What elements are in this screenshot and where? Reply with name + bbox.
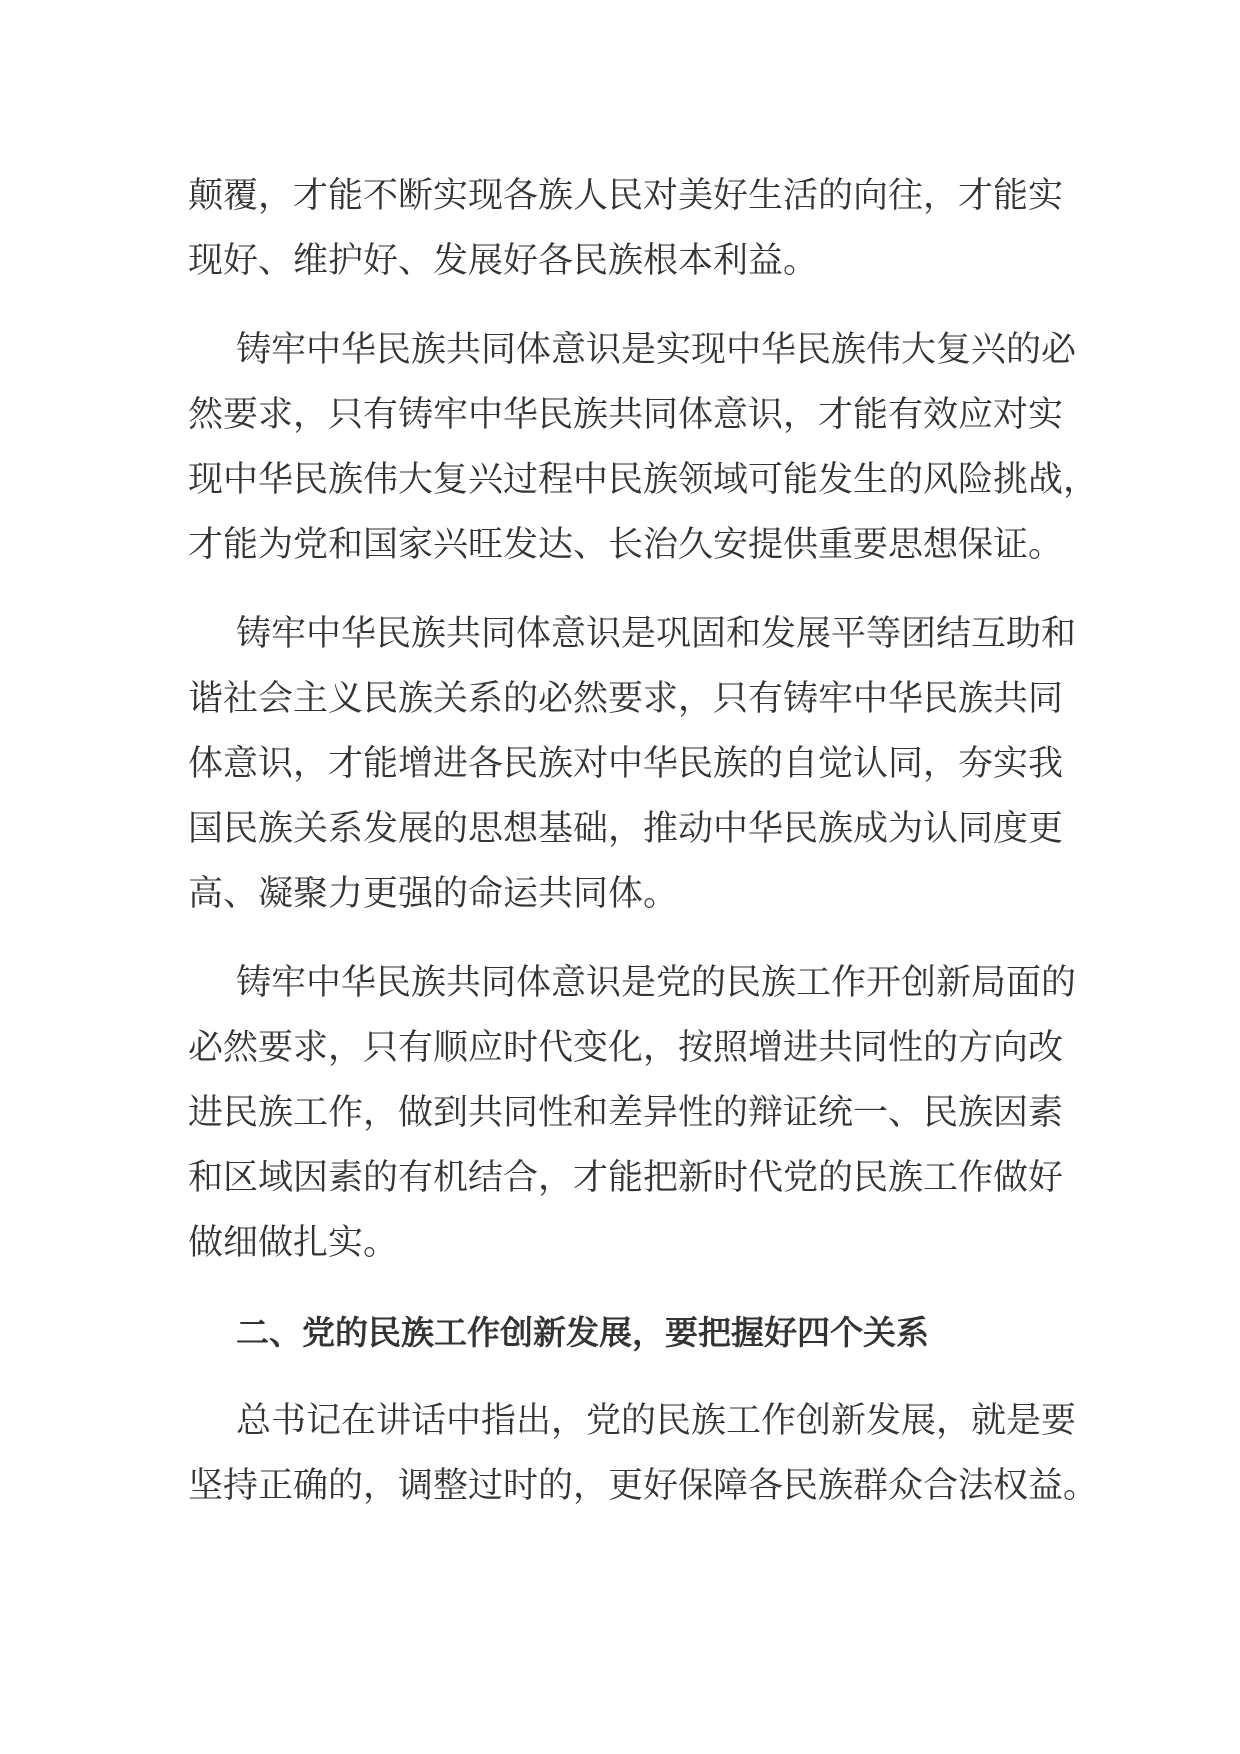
text-line: 铸牢中华民族共同体意识是实现中华民族伟大复兴的必 — [236, 330, 1077, 370]
text-line: 国民族关系发展的思想基础，推动中华民族成为认同度更 — [188, 809, 1064, 849]
text-line: 总书记在讲话中指出，党的民族工作创新发展，就是要 — [236, 1401, 1077, 1441]
text-line: 体意识，才能增进各民族对中华民族的自觉认同，夯实我 — [188, 744, 1064, 784]
paragraph-final — [188, 1389, 1099, 1519]
paragraph-rejuvenation — [188, 318, 1099, 578]
paragraph-ethnic-relations — [188, 602, 1077, 927]
paragraph-continuation — [188, 164, 1064, 294]
section-heading: 二、党的民族工作创新发展，要把握好四个关系 — [236, 1313, 929, 1352]
paragraph-ethnic-work — [188, 951, 1077, 1276]
text-line: 和区域因素的有机结合，才能把新时代党的民族工作做好 — [188, 1158, 1064, 1198]
text-line: 现中华民族伟大复兴过程中民族领域可能发生的风险挑战， — [188, 460, 1099, 500]
text-line: 高、凝聚力更强的命运共同体。 — [188, 874, 679, 914]
text-line: 颠覆，才能不断实现各族人民对美好生活的向往，才能实 — [188, 176, 1064, 216]
text-line: 铸牢中华民族共同体意识是巩固和发展平等团结互助和 — [236, 614, 1077, 654]
text-line: 做细做扎实。 — [188, 1223, 399, 1263]
text-line: 铸牢中华民族共同体意识是党的民族工作开创新局面的 — [236, 963, 1077, 1003]
text-line: 必然要求，只有顺应时代变化，按照增进共同性的方向改 — [188, 1028, 1064, 1068]
document-body — [188, 164, 1099, 1543]
text-line: 现好、维护好、发展好各民族根本利益。 — [188, 241, 819, 281]
text-line: 进民族工作，做到共同性和差异性的辩证统一、民族因素 — [188, 1093, 1064, 1133]
text-line: 才能为党和国家兴旺发达、长治久安提供重要思想保证。 — [188, 525, 1064, 565]
text-line: 坚持正确的，调整过时的，更好保障各民族群众合法权益。 — [188, 1466, 1099, 1506]
text-line: 谐社会主义民族关系的必然要求，只有铸牢中华民族共同 — [188, 679, 1064, 719]
text-line: 然要求，只有铸牢中华民族共同体意识，才能有效应对实 — [188, 395, 1064, 435]
